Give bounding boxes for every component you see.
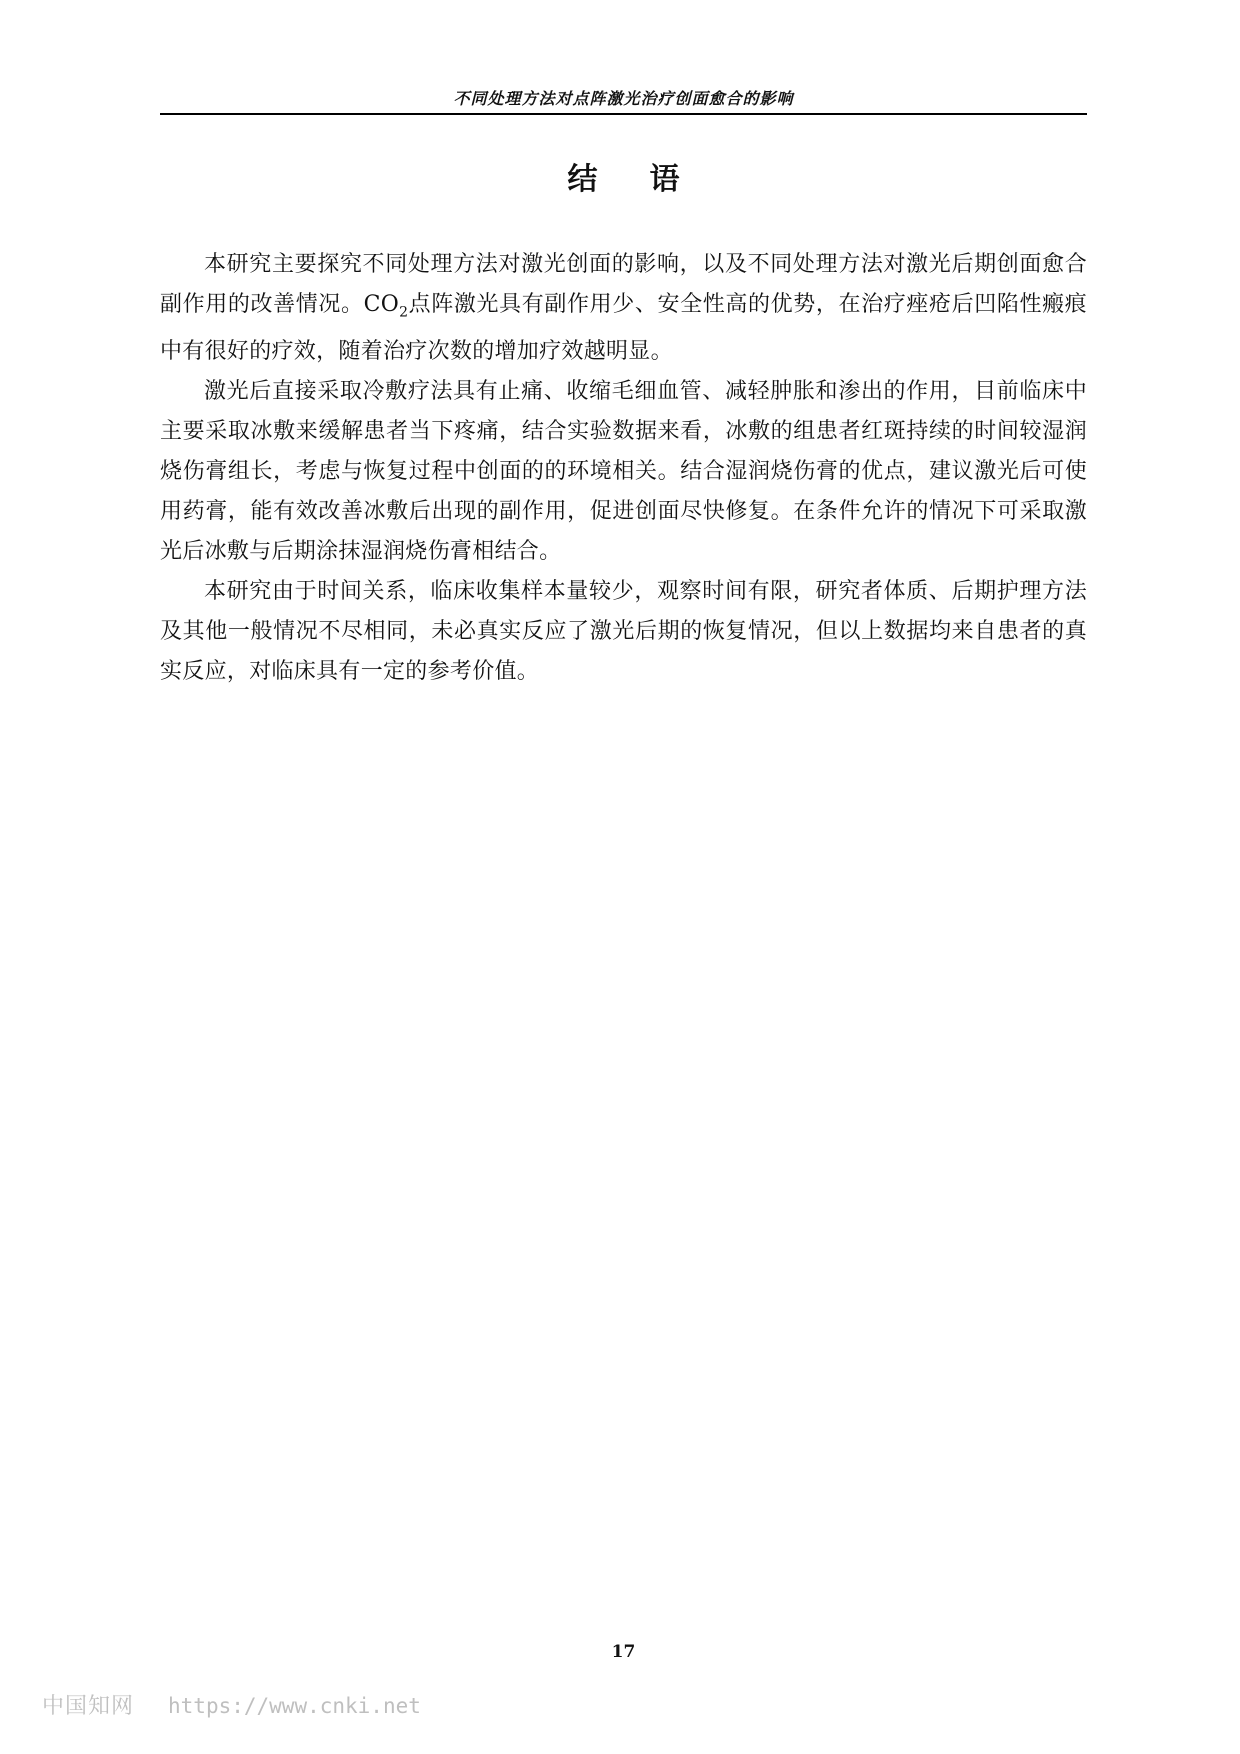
paragraph-1-text-start: 本研究主要探究不同处理方法对激光创面的影响，以及不同处理方法对激光后期创面愈合副作用的改善情况。CO [160, 252, 1087, 317]
header-divider [160, 113, 1087, 115]
paragraph-3: 本研究由于时间关系，临床收集样本量较少，观察时间有限，研究者体质、后期护理方法及其他一般情况不尽相同，未必真实反应了激光后期的恢复情况，但以上数据均来自患者的真实反应，对临床具有一定的参考价值。 [160, 579, 1087, 685]
paragraph-1 [160, 245, 1087, 372]
paragraph-2: 激光后直接采取冷敷疗法具有止痛、收缩毛细血管、减轻肿胀和渗出的作用，目前临床中主要采取冰敷来缓解患者当下疼痛，结合实验数据来看，冰敷的组患者红斑持续的时间较湿润烧伤膏组长，考虑与恢复过程中创面的的环境相关。结合湿润烧伤膏的优点，建议激光后可使用药膏，能有效改善冰敷后出现的副作用，促进创面尽快修复。在条件允许的情况下可采取激光后冰敷与后期涂抹湿润烧伤膏相结合。 [160, 379, 1087, 565]
watermark-brand: 中国知网 [42, 1694, 135, 1719]
running-header: 不同处理方法对点阵激光治疗创面愈合的影响 [453, 89, 794, 108]
watermark-url: https://www.cnki.net [168, 1694, 421, 1718]
watermark [42, 1692, 421, 1721]
page-number: 17 [611, 1642, 636, 1662]
body-text [160, 245, 1087, 692]
co2-subscript: 2 [399, 304, 409, 321]
section-title: 结语 [567, 162, 732, 197]
paragraph-1-text-end: 点阵激光具有副作用少、安全性高的优势，在治疗痤疮后凹陷性瘢痕中有很好的疗效，随着治疗次数的增加疗效越明显。 [160, 292, 1087, 365]
